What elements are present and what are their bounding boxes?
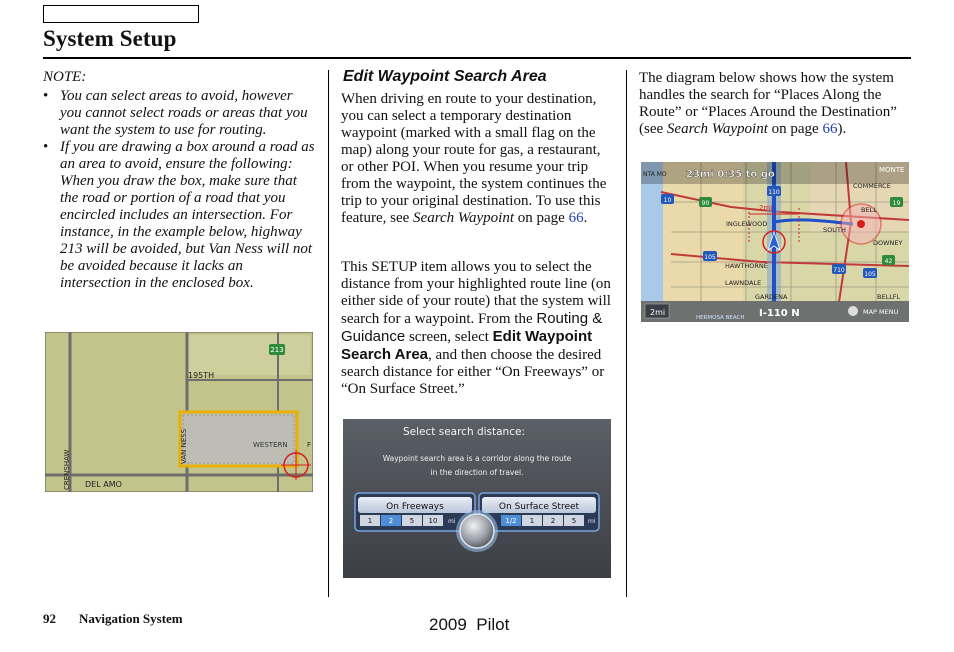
bullet-mark: • — [43, 139, 49, 155]
destination-flag-icon — [857, 220, 865, 228]
intro-reference: Search Waypoint — [666, 121, 768, 137]
shield-label: 10 — [663, 197, 672, 204]
p1-text: When driving en route to your destination, you can select a temporary destination waypoint (marked with a small flag on the map) along your route for gas, a restaurant, or other POI. When you resume your trip from the waypoint, the system continues the trip to your original destination. To use this feature, see — [341, 91, 607, 226]
place-label: LAWNDALE — [725, 279, 762, 287]
p2-text: This SETUP item allows you to select the distance from your highlighted route line (on either side of your route) that the system will search for a waypoint. From the — [341, 259, 611, 327]
search-distance-screen — [343, 419, 611, 578]
highway-213-label: 213 — [270, 346, 284, 354]
section-paragraph-2 — [341, 259, 616, 398]
distance-time-readout: 23mi 0:35 to go — [686, 169, 775, 180]
place-label: BELLFL — [877, 293, 901, 301]
surface-option-label: 5 — [571, 517, 577, 525]
p2-menu-item: Edit Waypoint Search Area — [341, 328, 593, 363]
section-heading: Edit Waypoint Search Area — [343, 68, 547, 85]
shield-label: 42 — [884, 258, 893, 265]
place-label: SOUTH — [823, 226, 846, 234]
section-paragraph-1 — [341, 91, 616, 227]
place-label: GARDENA — [755, 293, 788, 301]
note-heading: NOTE: — [43, 69, 87, 85]
note-bullet-text: You can select areas to avoid, however you cannot select roads or areas that you want the system to use for routing. — [60, 88, 308, 138]
street-195th: 195TH — [188, 371, 215, 380]
top-bar — [641, 162, 909, 184]
route-search-map — [641, 162, 909, 322]
place-label: COMMERCE — [853, 182, 891, 190]
p1-reference: Search Waypoint — [413, 210, 515, 226]
place-label: HAWTHORNE — [725, 262, 768, 270]
shield-label: 19 — [892, 200, 901, 207]
surface-option-label: 1 — [529, 517, 535, 525]
place-label: INGLEWOOD — [726, 220, 768, 228]
screen-description-1: Waypoint search area is a corridor along the route — [382, 454, 572, 463]
header-rule — [43, 57, 911, 59]
shield-label: 710 — [833, 267, 845, 274]
freeway-option-label: 10 — [428, 517, 438, 525]
shield-label: 105 — [864, 271, 876, 278]
p1-text-b: on page — [514, 210, 569, 226]
p1-page-link[interactable]: 66 — [568, 210, 584, 226]
footer-model: 2009 Pilot — [429, 615, 510, 634]
edge-label: F — [307, 441, 312, 449]
footer-section-label: Navigation System — [79, 611, 183, 626]
page-number: 92 — [43, 611, 56, 626]
p2-text-c: , and then choose the desired search distance for either “On Freeways” or “On Surface Street.” — [341, 347, 605, 397]
note-bullet — [43, 88, 315, 139]
intro-end: ). — [837, 121, 847, 137]
note-list — [43, 88, 315, 292]
place-label: DOWNEY — [873, 239, 903, 247]
map-block — [188, 335, 310, 375]
freeway-option-label: 1 — [367, 517, 373, 525]
freeway-option-label: 2 — [388, 517, 394, 525]
area-western: WESTERN — [253, 441, 288, 449]
column-divider-2 — [626, 70, 627, 597]
surface-label: On Surface Street — [498, 502, 580, 512]
freeways-label: On Freeways — [386, 502, 444, 512]
street-van-ness: VAN NESS — [180, 428, 188, 464]
bottom-left-place: HERMOSA BEACH — [696, 315, 745, 321]
avoid-area-box — [180, 412, 297, 466]
place-label: BELL — [861, 206, 877, 214]
intro-text: The diagram below shows how the system handles the search for “Places Along the Route” or “Places Around the Destination” (see — [639, 70, 897, 137]
page-title: System Setup — [43, 26, 177, 51]
street-del-amo: DEL AMO — [85, 480, 122, 489]
surface-option-label: 1/2 — [505, 517, 517, 525]
shield-label: 105 — [704, 254, 716, 261]
p1-end: . — [583, 210, 588, 226]
avoid-area-map — [45, 332, 313, 492]
note-bullet — [43, 139, 315, 292]
screen-title: Select search distance: — [403, 426, 525, 438]
shield-label: 90 — [701, 200, 710, 207]
column-divider-1 — [328, 70, 329, 597]
note-bullet-text: If you are drawing a box around a road as an area to avoid, ensure the following: When you draw the box, make sure that the road or portion of a road that you encircled includes an intersection. For instance, in the example below, highway 213 will be avoided, but Van Ness will not be avoided because it lacks an intersection in the enclosed box. — [60, 139, 315, 291]
map-menu-label[interactable]: MAP MENU — [863, 308, 899, 316]
intro-page-link[interactable]: 66 — [822, 121, 838, 137]
intro-text-b: on page — [767, 121, 823, 137]
joystick-knob-icon[interactable] — [460, 514, 494, 548]
shield-label: 110 — [768, 189, 780, 196]
screen-description-2: in the direction of travel. — [430, 468, 524, 477]
diagram-intro — [639, 70, 911, 138]
bullet-mark: • — [43, 88, 49, 104]
map2-partial-left: NTA MO — [643, 171, 667, 178]
p2-menu-name: Routing & Guidance — [341, 310, 603, 345]
voice-icon[interactable] — [848, 306, 858, 316]
freeway-option-label: 5 — [409, 517, 415, 525]
freeway-unit: mi — [448, 518, 456, 525]
corridor-label: 2mi — [759, 204, 773, 212]
header-tab-box — [43, 5, 199, 23]
street-crenshaw: CRENSHAW — [63, 449, 71, 490]
surface-unit: mi — [588, 518, 596, 525]
p2-text-b: screen, select — [405, 329, 493, 345]
map2-header-partial: MONTE — [879, 166, 905, 174]
surface-option-label: 2 — [550, 517, 556, 525]
road-name: I-110 N — [759, 308, 800, 319]
scale-label: 2mi — [650, 308, 666, 317]
